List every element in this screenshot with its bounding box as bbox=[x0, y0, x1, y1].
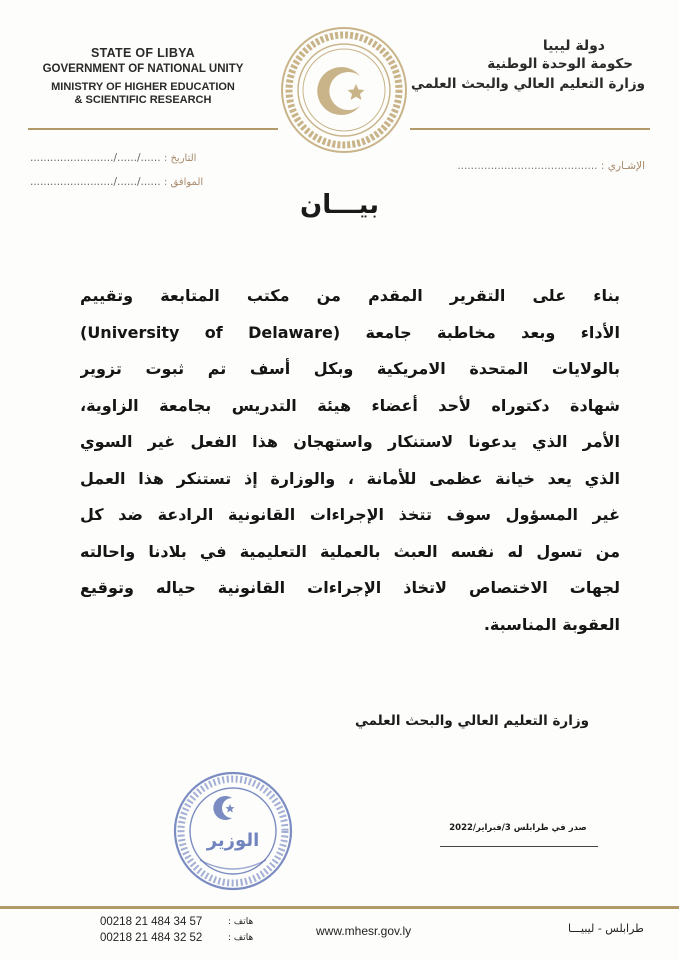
body-line: بالولايات المتحدة الامريكية وبكل أسف تم ثبوت تزوير bbox=[80, 359, 620, 378]
body-line: لجهات الاختصاص لاتخاذ الإجراءات القانونية حياله وتوقيع bbox=[80, 578, 620, 597]
header-english bbox=[28, 46, 258, 107]
date-field bbox=[30, 152, 240, 164]
reference-value: .......................................... bbox=[457, 160, 598, 172]
government-name-ar: حكومة الوحدة الوطنية bbox=[487, 56, 633, 72]
body-line: غير المسؤول سوف تتخذ الإجراءات القانونية الرادعة ضد كل bbox=[80, 505, 620, 524]
corresponding-date-field bbox=[30, 176, 240, 188]
header-arabic bbox=[405, 38, 645, 92]
signature-ministry: وزارة التعليم العالي والبحث العلمي bbox=[354, 713, 589, 729]
star-icon bbox=[226, 804, 235, 813]
body-line: بناء على التقرير المقدم من مكتب المتابعة وتقييم bbox=[80, 286, 620, 305]
ministry-seal-logo bbox=[280, 26, 408, 154]
reference-field bbox=[430, 160, 645, 172]
ministry-name-ar: وزارة التعليم العالي والبحث العلمي bbox=[410, 76, 645, 92]
date-value: ....../....../......................... bbox=[30, 152, 161, 164]
statement-body bbox=[80, 278, 620, 643]
state-name-en: STATE OF LIBYA bbox=[91, 46, 195, 60]
ministry-name-en bbox=[28, 81, 258, 107]
body-line: الذي يعد خيانة عظمى للأمانة ، والوزارة إذ تستنكر هذا العمل bbox=[80, 468, 620, 488]
issued-underline bbox=[440, 846, 598, 847]
header-divider-right bbox=[410, 128, 650, 130]
body-line: العقوبة المناسبة. bbox=[483, 614, 620, 634]
ministry-name-en-line2: & SCIENTIFIC RESEARCH bbox=[74, 94, 212, 106]
corresponding-value: ....../....../......................... bbox=[30, 176, 161, 188]
phone-label: هاتف : bbox=[228, 917, 254, 927]
footer-divider bbox=[0, 906, 679, 909]
phone-number: 00218 21 484 34 57 bbox=[100, 916, 203, 928]
body-line: من تسول له نفسه العبث بالعملية التعليمية في بلادنا واحالته bbox=[80, 541, 620, 561]
government-name-en: GOVERNMENT OF NATIONAL UNITY bbox=[42, 63, 244, 75]
body-line: الأداء وبعد مخاطبة جامعة (University of Delaware) bbox=[80, 322, 620, 342]
official-stamp bbox=[170, 768, 296, 894]
date-label: التاريخ : bbox=[163, 153, 197, 164]
star-icon bbox=[348, 84, 365, 100]
fax-label: هاتف : bbox=[228, 933, 254, 943]
state-name-ar: دولة ليبيا bbox=[542, 38, 605, 54]
header-divider-left bbox=[28, 128, 278, 130]
reference-label: الإشـاري : bbox=[600, 160, 645, 172]
statement-title: بيـــان bbox=[300, 190, 379, 220]
fax-number: 00218 21 484 32 52 bbox=[100, 932, 203, 944]
corresponding-label: الموافق : bbox=[163, 177, 204, 188]
stamp-text: الوزير bbox=[206, 830, 260, 851]
body-line: الأمر الذي يدعونا لاستنكار واستهجان هذا الفعل غير السوي bbox=[80, 432, 620, 451]
issued-place-date: صدر في طرابلس 3/فبراير/2022 bbox=[449, 823, 587, 833]
footer-city: طرابلس - ليبيـــا bbox=[568, 922, 644, 935]
body-line: شهادة دكتوراه لأحد أعضاء هيئة التدريس بجامعة الزاوية، bbox=[80, 395, 620, 415]
website-link[interactable]: www.mhesr.gov.ly bbox=[316, 924, 412, 938]
ministry-name-en-line1: MINISTRY OF HIGHER EDUCATION bbox=[51, 81, 235, 93]
